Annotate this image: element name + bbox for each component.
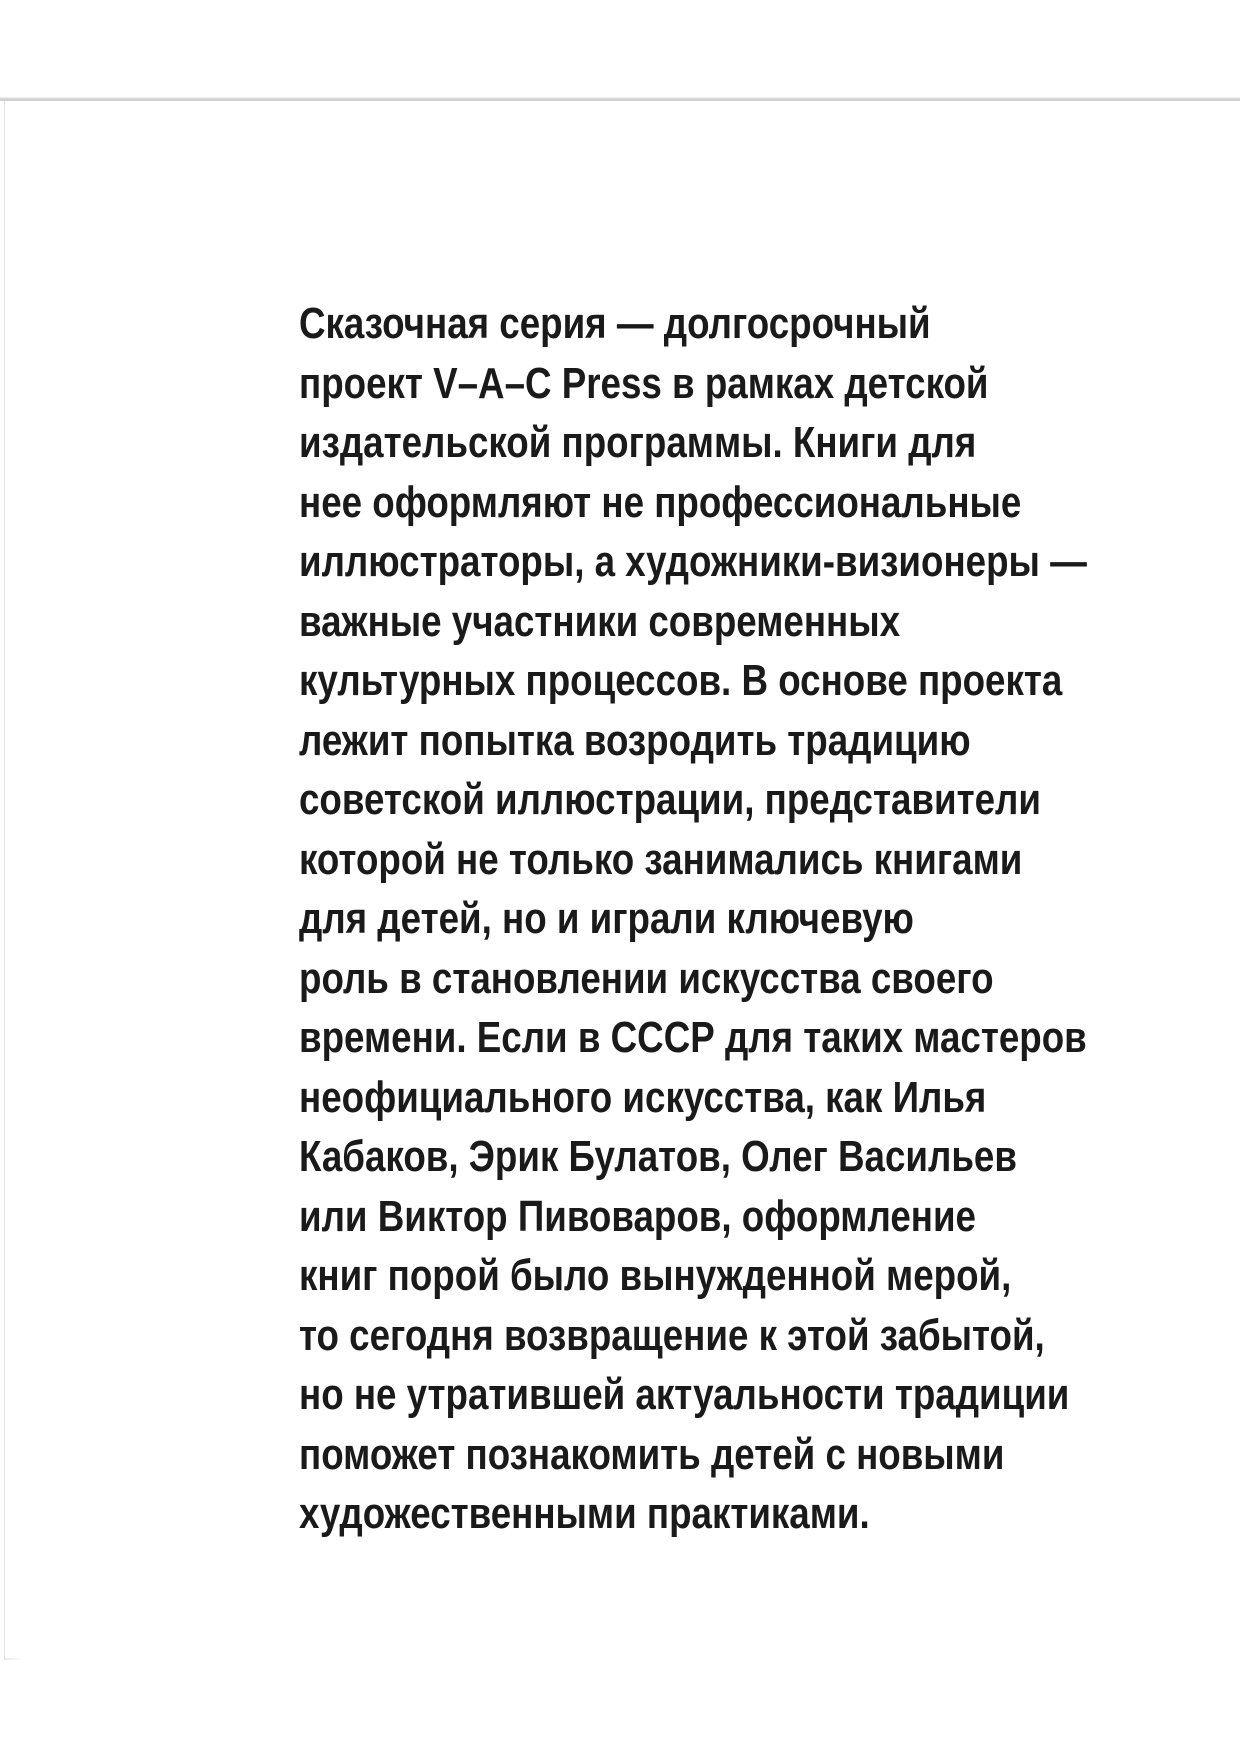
page-bottom-edge [4, 1658, 22, 1660]
paragraph-line: художественными практиками. [299, 1489, 870, 1538]
paragraph-line: издательской программы. Книги для [299, 418, 977, 467]
paragraph-line: то сегодня возвращение к этой забытой, [299, 1310, 1045, 1360]
paragraph-line: поможет познакомить детей с новыми [299, 1429, 1005, 1479]
paragraph-line: нее оформляют не профессиональные [299, 477, 1022, 527]
paragraph-line: важные участники современных [299, 596, 901, 646]
paragraph-line: проект V–A–C Press в рамках детской [299, 358, 989, 408]
paragraph-line: роль в становлении искусства своего [299, 953, 994, 1003]
paragraph-line: Кабаков, Эрик Булатов, Олег Васильев [299, 1132, 1017, 1181]
intro-paragraph [299, 294, 1240, 1544]
paragraph-line: культурных процессов. В основе проекта [299, 656, 1063, 705]
paragraph-line: времени. Если в СССР для таких мастеров [299, 1013, 1087, 1062]
paragraph-line: которой не только занимались книгами [299, 834, 1023, 884]
paragraph-line: или Виктор Пивоваров, оформление [299, 1191, 976, 1241]
paragraph-line: но не утратившей актуальности традиции [299, 1370, 1070, 1419]
paragraph-line: лежит попытка возродить традицию [299, 715, 971, 765]
paragraph-line: иллюстраторы, а художники-визионеры — [299, 537, 1087, 586]
page-sheet [4, 101, 1240, 1658]
paragraph-line: для детей, но и играли ключевую [299, 894, 914, 943]
paragraph-line: неофициального искусства, как Илья [299, 1072, 987, 1122]
paragraph-line: советской иллюстрации, представители [299, 775, 1041, 824]
paragraph-line: Сказочная серия — долгосрочный [299, 299, 931, 348]
paragraph-line: книг порой было вынужденной мерой, [299, 1251, 1012, 1300]
